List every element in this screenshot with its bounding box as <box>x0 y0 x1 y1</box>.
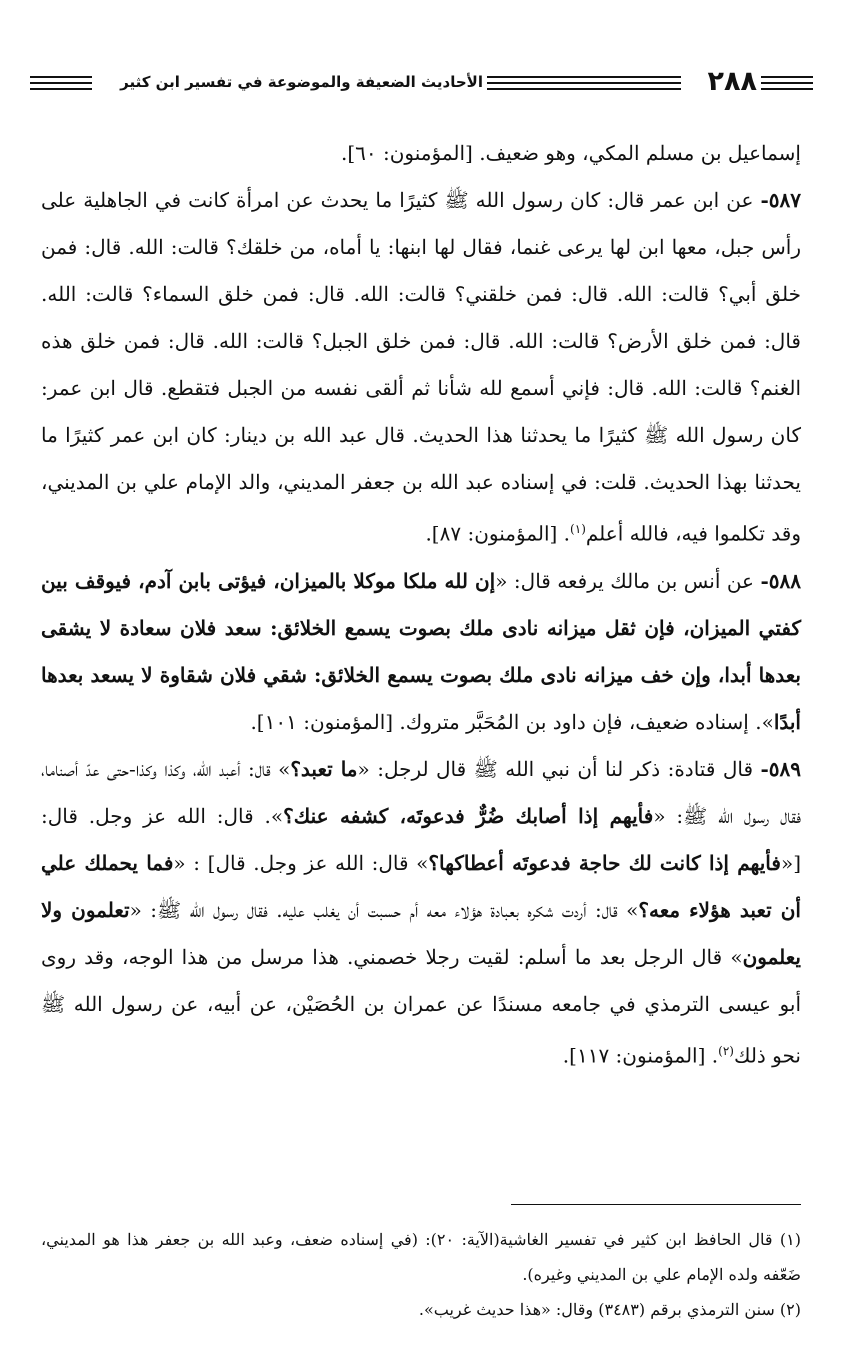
header-ornament-right <box>761 76 813 90</box>
hadith-589 <box>41 746 801 1080</box>
sura-reference: . [المؤمنون: ٨٧]. <box>425 521 571 546</box>
hadith-commentary: ». إسناده ضعيف، فإن داود بن المُحَبَّر متروك. [المؤمنون: ١٠١]. <box>250 709 774 734</box>
hadith-text: » قال الرجل بعد ما أسلم: لقيت رجلا خصمني. هذا مرسل من هذا الوجه، وقد روى أبو عيسى الترمذي في جامعه مسندًا عن عمران بن الحُصَيْن، عن أبيه، عن رسول الله ﷺ نحو ذلك <box>41 944 801 1068</box>
header-ornament-left <box>30 76 92 90</box>
quote-bold: فأيهم إذا كانت لك حاجة فدعوتَه أعطاكها؟ <box>428 850 781 875</box>
hadith-text: » قال: أعبد الله، وكذا وكذا-حتى عدّ أصناما، فقال رسول الله ﷺ: « <box>41 756 802 828</box>
continuation-text: إسماعيل بن مسلم المكي، وهو ضعيف. [المؤمنون: ٦٠]. <box>340 141 801 165</box>
footnotes <box>41 1222 801 1327</box>
hadith-number: ٥٨٧- <box>760 188 802 212</box>
hadith-text: » قال: أردت شكره بعبادة هؤلاء معه أم حسبت أن يغلب عليه. فقال رسول الله ﷺ: « <box>129 897 639 922</box>
hadith-text: » قال: الله عز وجل. قال] : « <box>173 850 429 875</box>
hadith-text: قال قتادة: ذكر لنا أن نبي الله ﷺ قال لرجل: « <box>357 756 754 781</box>
hadith-587 <box>41 177 801 558</box>
main-text <box>41 130 801 1079</box>
hadith-number: ٥٨٩- <box>760 756 801 781</box>
footnote-ref-2[interactable]: (٢) <box>718 1043 734 1058</box>
quote-bold: فأيهم إذا أصابك ضُرٌّ فدعوتَه، كشفه عنك؟ <box>283 803 654 828</box>
page-number: ٢٨٨ <box>707 66 757 97</box>
paragraph-continuation <box>41 130 801 177</box>
page-header <box>30 62 813 102</box>
footnote-divider <box>511 1204 801 1205</box>
header-ornament-middle <box>487 76 681 90</box>
hadith-text: ». قال: الله عز وجل. قال: [« <box>41 803 801 875</box>
footnote-2: (٢) سنن الترمذي برقم (٣٤٨٣) وقال: «هذا حديث غريب». <box>418 1300 801 1319</box>
footnote-1: (١) قال الحافظ ابن كثير في تفسير الغاشية(الآية: ٢٠): (في إسناده ضعف، وعبد الله بن جعفر هذا هو المديني، ضَعّفه ولده الإمام علي بن المديني وغيره). <box>41 1230 801 1284</box>
hadith-text: عن ابن عمر قال: كان رسول الله ﷺ كثيرًا ما يحدث عن امرأة كانت في الجاهلية على رأس جبل، معها ابن لها يرعى غنما، فقال لها ابنها: يا أماه، من خلقك؟ قالت: الله. قال: فمن خلق أبي؟ قالت: الله. قال: فمن خلقني؟ قالت: الله. قال: فمن خلق السماء؟ قالت: الله. قال: فمن خلق الأرض؟ قالت: الله. قال: فمن خلق الجبل؟ قالت: الله. قال: فمن خلق هذه الغنم؟ قالت: الله. قال: فإني أسمع لله شأنا ثم ألقى نفسه من الجبل فتقطع. قال ابن عمر: كان رسول الله ﷺ كثيرًا ما يحدثنا هذا الحديث. قال عبد الله بن دينار: كان ابن عمر كثيرًا ما يحدثنا بهذا الحديث. قلت: في إسناده عبد الله بن جعفر المديني، والد الإمام علي بن المديني، وقد تكلموا فيه، فالله أعلم <box>41 188 801 546</box>
running-title: الأحاديث الضعيفة والموضوعة في تفسير ابن كثير <box>120 73 483 91</box>
hadith-588 <box>41 558 801 746</box>
hadith-intro: عن أنس بن مالك يرفعه قال: « <box>495 568 754 593</box>
footnote-ref-1[interactable]: (١) <box>570 522 586 536</box>
hadith-matn: إن لله ملكا موكلا بالميزان، فيؤتى بابن آدم، فيوقف بين كفتي الميزان، فإن ثقل ميزانه نادى ملك بصوت يسمع الخلائق: سعد فلان سعادة لا يشقى بعدها أبدا، وإن خف ميزانه نادى ملك بصوت يسمع الخلائق: شقي فلان شقاوة لا يسعد بعدها أبدًا <box>41 568 801 734</box>
sura-reference: . [المؤمنون: ١١٧]. <box>562 1043 719 1068</box>
quote-bold: ما تعبد؟ <box>290 756 358 781</box>
quote-bold: فما يحملك علي أن تعبد هؤلاء معه؟ <box>41 850 801 922</box>
quote-bold: تعلمون ولا يعلمون <box>41 897 801 969</box>
hadith-number: ٥٨٨- <box>760 568 802 593</box>
